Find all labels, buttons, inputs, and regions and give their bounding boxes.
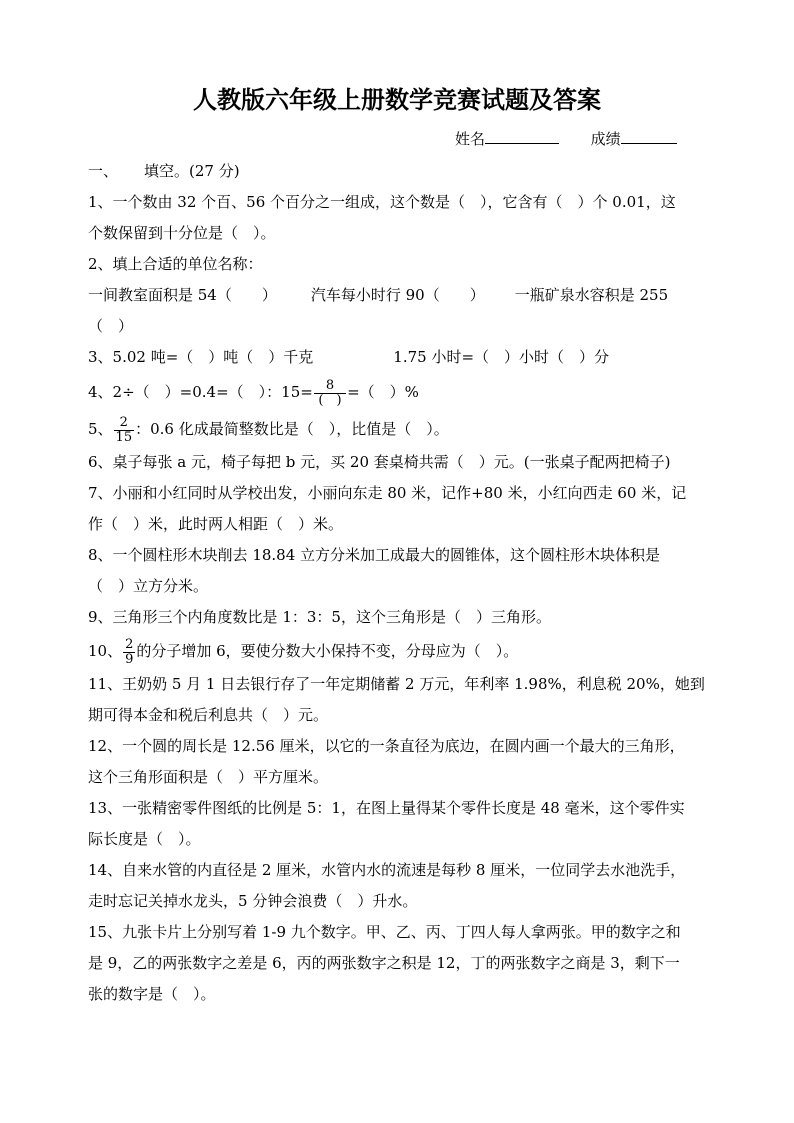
score-label: 成绩 [590, 130, 621, 148]
question-10-fraction [123, 638, 135, 667]
question-2-item-a: 一间教室面积是 54（ ） [88, 286, 277, 304]
question-2-line-3: （ ） [88, 317, 134, 335]
question-15-line-1: 15、九张卡片上分别写着 1-9 九个数字。甲、乙、丙、丁四人每人拿两张。甲的数字之和 [88, 923, 681, 941]
question-4-fraction [314, 379, 346, 408]
fraction-numerator: 2 [114, 416, 135, 431]
name-blank[interactable] [485, 127, 559, 144]
question-1-line-2: 个数保留到十分位是（ ）。 [88, 224, 276, 242]
question-12-line-1: 12、一个圆的周长是 12.56 厘米，以它的一条直径为底边，在圆内画一个最大的三角形， [88, 737, 685, 755]
question-3-part-a: 3、5.02 吨=（ ）吨（ ）千克 [88, 348, 314, 366]
question-7-line-2: 作（ ）米，此时两人相距（ ）米。 [88, 515, 344, 533]
fraction-denominator: ( ) [318, 392, 342, 408]
question-4-post: =（ ）% [347, 383, 419, 401]
question-7-line-1: 7、小丽和小红同时从学校出发，小丽向东走 80 米，记作+80 米，小红向西走 60 米，记 [88, 484, 687, 502]
question-2-line-1: 2、填上合适的单位名称： [88, 255, 263, 273]
question-14-line-2: 走时忘记关掉水龙头，5 分钟会浪费（ ）升水。 [88, 892, 418, 910]
question-15-line-2: 是 9，乙的两张数字之差是 6，丙的两张数字之积是 12，丁的两张数字之商是 3，剩下一 [88, 954, 680, 972]
question-body [88, 156, 712, 1010]
section-number: 一、 [88, 162, 119, 180]
question-9: 9、三角形三个内角度数比是 1：3：5，这个三角形是（ ）三角形。 [88, 608, 551, 626]
question-1-line-1: 1、一个数由 32 个百、56 个百分之一组成，这个数是（ ），它含有（ ）个 0.01，这 [88, 193, 676, 211]
question-5-fraction [114, 416, 135, 445]
question-13-line-1: 13、一张精密零件图纸的比例是 5：1，在图上量得某个零件长度是 48 毫米，这个零件实 [88, 799, 685, 817]
question-13-line-2: 际长度是（ ）。 [88, 830, 201, 848]
question-12-line-2: 这个三角形面积是（ ）平方厘米。 [88, 768, 329, 786]
question-2-item-b: 汽车每小时行 90（ ） [310, 286, 485, 304]
question-2-item-c: 一瓶矿泉水容积是 255 [514, 286, 669, 304]
question-11-line-1: 11、王奶奶 5 月 1 日去银行存了一年定期储蓄 2 万元，年利率 1.98%，利息税 20%，她到 [88, 675, 705, 693]
question-5-pre: 5、 [88, 420, 113, 438]
question-10-post: 的分子增加 6，要使分数大小保持不变，分母应为（ ）。 [136, 642, 519, 660]
question-3 [88, 342, 712, 373]
question-10-pre: 10、 [88, 642, 123, 660]
question-5-post: ：0.6 化成最简整数比是（ ），比值是（ ）。 [135, 420, 449, 438]
question-10 [88, 633, 712, 669]
question-8-line-1: 8、一个圆柱形木块削去 18.84 立方分米加工成最大的圆锥体，这个圆柱形木块体积是 [88, 546, 661, 564]
section-title: 填空。(27 分) [144, 162, 240, 180]
question-6: 6、桌子每张 a 元，椅子每把 b 元，买 20 套桌椅共需（ ）元。(一张桌子配两把椅子) [88, 453, 671, 471]
question-5 [88, 411, 712, 447]
fraction-denominator: 15 [115, 429, 133, 445]
fraction-denominator: 9 [125, 651, 134, 667]
question-8-line-2: （ ）立方分米。 [88, 577, 209, 595]
question-15-line-3: 张的数字是（ ）。 [88, 985, 216, 1003]
question-14-line-1: 14、自来水管的内直径是 2 厘米，水管内水的流速是每秒 8 厘米，一位同学去水池洗手， [88, 861, 686, 879]
section-heading [88, 156, 712, 187]
score-blank[interactable] [621, 127, 677, 144]
question-4 [88, 373, 712, 411]
fraction-numerator: 8 [314, 379, 346, 394]
fraction-numerator: 2 [125, 636, 134, 652]
question-11-line-2: 期可得本金和税后利息共（ ）元。 [88, 706, 329, 724]
name-label: 姓名 [455, 130, 486, 148]
page-title: 人教版六年级上册数学竞赛试题及答案 [193, 86, 601, 114]
question-2-line-2 [88, 280, 712, 311]
question-3-part-b: 1.75 小时=（ ）小时（ ）分 [393, 348, 610, 366]
name-score-row [455, 127, 755, 150]
question-4-pre: 4、2÷（ ）=0.4=（ ）：15= [88, 383, 313, 401]
